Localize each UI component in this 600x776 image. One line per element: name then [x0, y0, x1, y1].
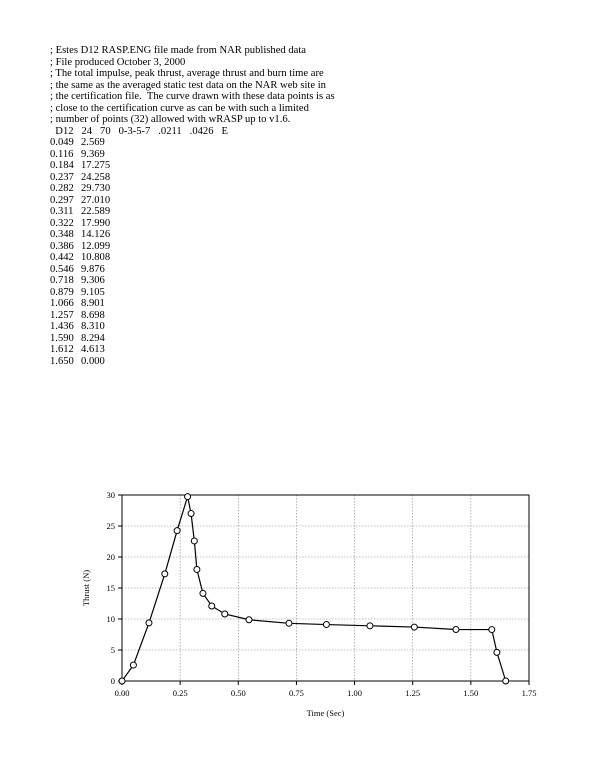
y-tick-label: 20 — [106, 552, 115, 562]
thrust-value: 27.010 — [81, 194, 111, 206]
data-point — [222, 611, 228, 617]
x-tick-label: 0.25 — [172, 688, 188, 698]
x-tick-label: 1.75 — [521, 688, 537, 698]
y-tick-label: 30 — [106, 490, 115, 500]
x-tick-label: 0.50 — [230, 688, 246, 698]
data-point — [494, 649, 500, 655]
comment-line: ; close to the certification curve as can be with such a limited — [50, 102, 309, 114]
data-point — [188, 511, 194, 517]
data-point — [185, 494, 191, 500]
y-tick-label: 5 — [110, 645, 115, 655]
thrust-curve-line — [122, 497, 506, 681]
data-point — [246, 617, 252, 623]
x-axis-label: Time (Sec) — [306, 708, 345, 718]
y-tick-label: 0 — [110, 676, 115, 686]
thrust-value: 9.105 — [81, 286, 105, 298]
time-value: 0.546 — [50, 263, 74, 275]
data-point — [489, 627, 495, 633]
thrust-value: 29.730 — [81, 183, 111, 194]
thrust-value: 24.258 — [81, 171, 111, 183]
time-value: 0.184 — [50, 160, 74, 171]
thrust-value: 9.306 — [81, 275, 105, 286]
comment-line: ; the certification file. The curve drawn with these data points is as — [50, 91, 335, 102]
thrust-value: 0.000 — [81, 355, 105, 367]
data-point — [323, 622, 329, 628]
data-point — [200, 590, 206, 596]
time-value: 0.297 — [50, 194, 74, 206]
thrust-value: 10.808 — [81, 252, 111, 263]
thrust-value: 9.876 — [81, 263, 105, 275]
data-point — [411, 624, 417, 630]
time-value: 0.442 — [50, 252, 74, 263]
x-tick-label: 1.00 — [347, 688, 363, 698]
time-value: 0.237 — [50, 171, 74, 183]
thrust-value: 14.126 — [81, 229, 111, 240]
comment-line: ; Estes D12 RASP.ENG file made from NAR published data — [50, 45, 306, 56]
data-point — [162, 571, 168, 577]
time-value: 1.066 — [50, 298, 74, 309]
y-tick-label: 25 — [106, 521, 115, 531]
thrust-value: 17.275 — [81, 160, 111, 171]
thrust-value: 8.310 — [81, 321, 105, 332]
x-tick-label: 0.00 — [114, 688, 130, 698]
y-tick-label: 10 — [106, 614, 115, 624]
data-point — [174, 528, 180, 534]
comment-line: ; The total impulse, peak thrust, average thrust and burn time are — [50, 68, 324, 79]
thrust-value: 9.369 — [81, 148, 105, 160]
thrust-value: 8.901 — [81, 298, 105, 309]
time-value: 0.322 — [50, 217, 74, 229]
x-tick-label: 1.25 — [405, 688, 421, 698]
time-value: 0.282 — [50, 183, 74, 194]
x-tick-label: 0.75 — [288, 688, 304, 698]
time-value: 0.116 — [50, 148, 74, 160]
data-point — [503, 678, 509, 684]
time-value: 0.311 — [50, 206, 74, 217]
time-value: 0.049 — [50, 137, 74, 148]
data-point — [367, 623, 373, 629]
time-value: 0.879 — [50, 286, 74, 298]
time-value: 0.348 — [50, 229, 74, 240]
motor-line: D12 24 70 0-3-5-7 .0211 .0426 E — [50, 125, 228, 137]
time-value: 1.590 — [50, 332, 74, 344]
x-tick-label: 1.50 — [463, 688, 479, 698]
data-point — [194, 566, 200, 572]
thrust-value: 8.294 — [81, 332, 105, 344]
comment-line: ; number of points (32) allowed with wRASP up to v1.6. — [50, 114, 291, 125]
thrust-value: 2.569 — [81, 137, 105, 148]
data-point — [130, 662, 136, 668]
comment-line: ; the same as the averaged static test data on the NAR web site in — [50, 79, 326, 91]
thrust-value: 12.099 — [81, 240, 111, 252]
time-value: 1.436 — [50, 321, 74, 332]
y-tick-label: 15 — [106, 583, 115, 593]
time-value: 1.612 — [50, 344, 74, 355]
data-point — [119, 678, 125, 684]
time-value: 1.650 — [50, 355, 74, 367]
data-point — [286, 620, 292, 626]
data-point — [191, 538, 197, 544]
time-value: 0.718 — [50, 275, 74, 286]
data-point — [209, 603, 215, 609]
thrust-value: 8.698 — [81, 309, 105, 321]
comment-line: ; File produced October 3, 2000 — [50, 56, 186, 68]
thrust-value: 22.589 — [81, 206, 111, 217]
y-axis-label: Thrust (N) — [81, 569, 91, 607]
time-value: 0.386 — [50, 240, 74, 252]
data-point — [453, 626, 459, 632]
thrust-value: 4.613 — [81, 344, 105, 355]
time-value: 1.257 — [50, 309, 74, 321]
data-point — [146, 620, 152, 626]
thrust-value: 17.990 — [81, 217, 111, 229]
